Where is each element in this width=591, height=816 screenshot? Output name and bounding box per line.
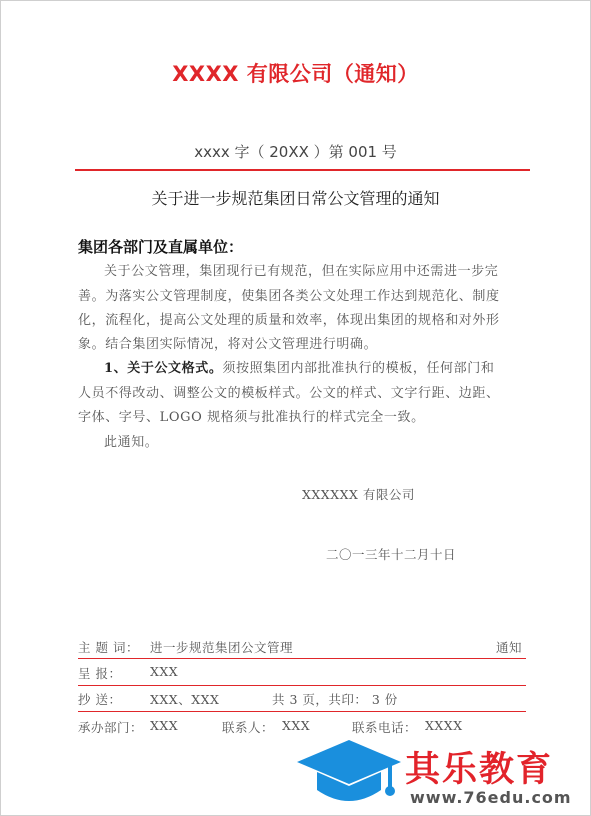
document-number: xxxx 字（ 20XX ）第 001 号 <box>194 143 397 161</box>
pages-info: 共 3 页，共印： 3 份 <box>272 692 398 707</box>
header-divider <box>75 169 530 171</box>
body-line: 善。为落实公文管理制度，使集团各类公文处理工作达到规范化、制度 <box>78 289 500 304</box>
signature-date: 二〇一三年十二月十日 <box>326 547 457 562</box>
signature-company: XXXXXX 有限公司 <box>302 487 415 502</box>
keywords-value: 进一步规范集团公文管理 <box>150 640 294 655</box>
keywords-type: 通知 <box>496 640 523 655</box>
phone-label: 联系电话： <box>352 720 418 735</box>
graduation-cap-icon <box>295 738 403 810</box>
report-value: XXX <box>150 664 179 679</box>
notice-subject: 关于进一步规范集团日常公文管理的通知 <box>151 189 440 208</box>
report-label: 呈 报： <box>78 666 122 681</box>
body-line: 人员不得改动、调整公文的模板样式。公文的样式、文字行距、边距、 <box>78 386 500 401</box>
footer-divider <box>78 658 526 659</box>
item1-line <box>104 357 494 376</box>
dept-label: 承办部门： <box>78 720 144 735</box>
closing-line: 此通知。 <box>104 435 159 450</box>
cc-value: XXX、XXX <box>150 692 220 707</box>
item1-text: 须按照集团内部批准执行的模板，任何部门和 <box>222 361 495 376</box>
footer-divider <box>78 711 526 712</box>
body-line: 化，流程化，提高公文处理的质量和效率，体现出集团的规格和对外形 <box>78 313 500 328</box>
contact-label: 联系人： <box>222 720 275 735</box>
document-title: XXXX 有限公司（通知） <box>172 62 419 86</box>
body-line: 象。结合集团实际情况，将对公文管理进行明确。 <box>78 337 378 352</box>
phone-value: XXXX <box>425 718 463 733</box>
body-line: 关于公文管理，集团现行已有规范，但在实际应用中还需进一步完 <box>104 264 499 279</box>
item1-heading: 1、关于公文格式。 <box>104 361 223 376</box>
watermark-brand: 其乐教育 <box>405 750 554 790</box>
keywords-label: 主 题 词： <box>78 640 139 655</box>
watermark-url: www.76edu.com <box>410 788 572 807</box>
cc-label: 抄 送： <box>78 692 122 707</box>
dept-value: XXX <box>150 718 179 733</box>
contact-value: XXX <box>282 718 311 733</box>
salutation: 集团各部门及直属单位： <box>78 238 244 256</box>
footer-divider <box>78 685 526 686</box>
body-line: 字体、字号、LOGO 规格须与批准执行的样式完全一致。 <box>78 410 425 425</box>
